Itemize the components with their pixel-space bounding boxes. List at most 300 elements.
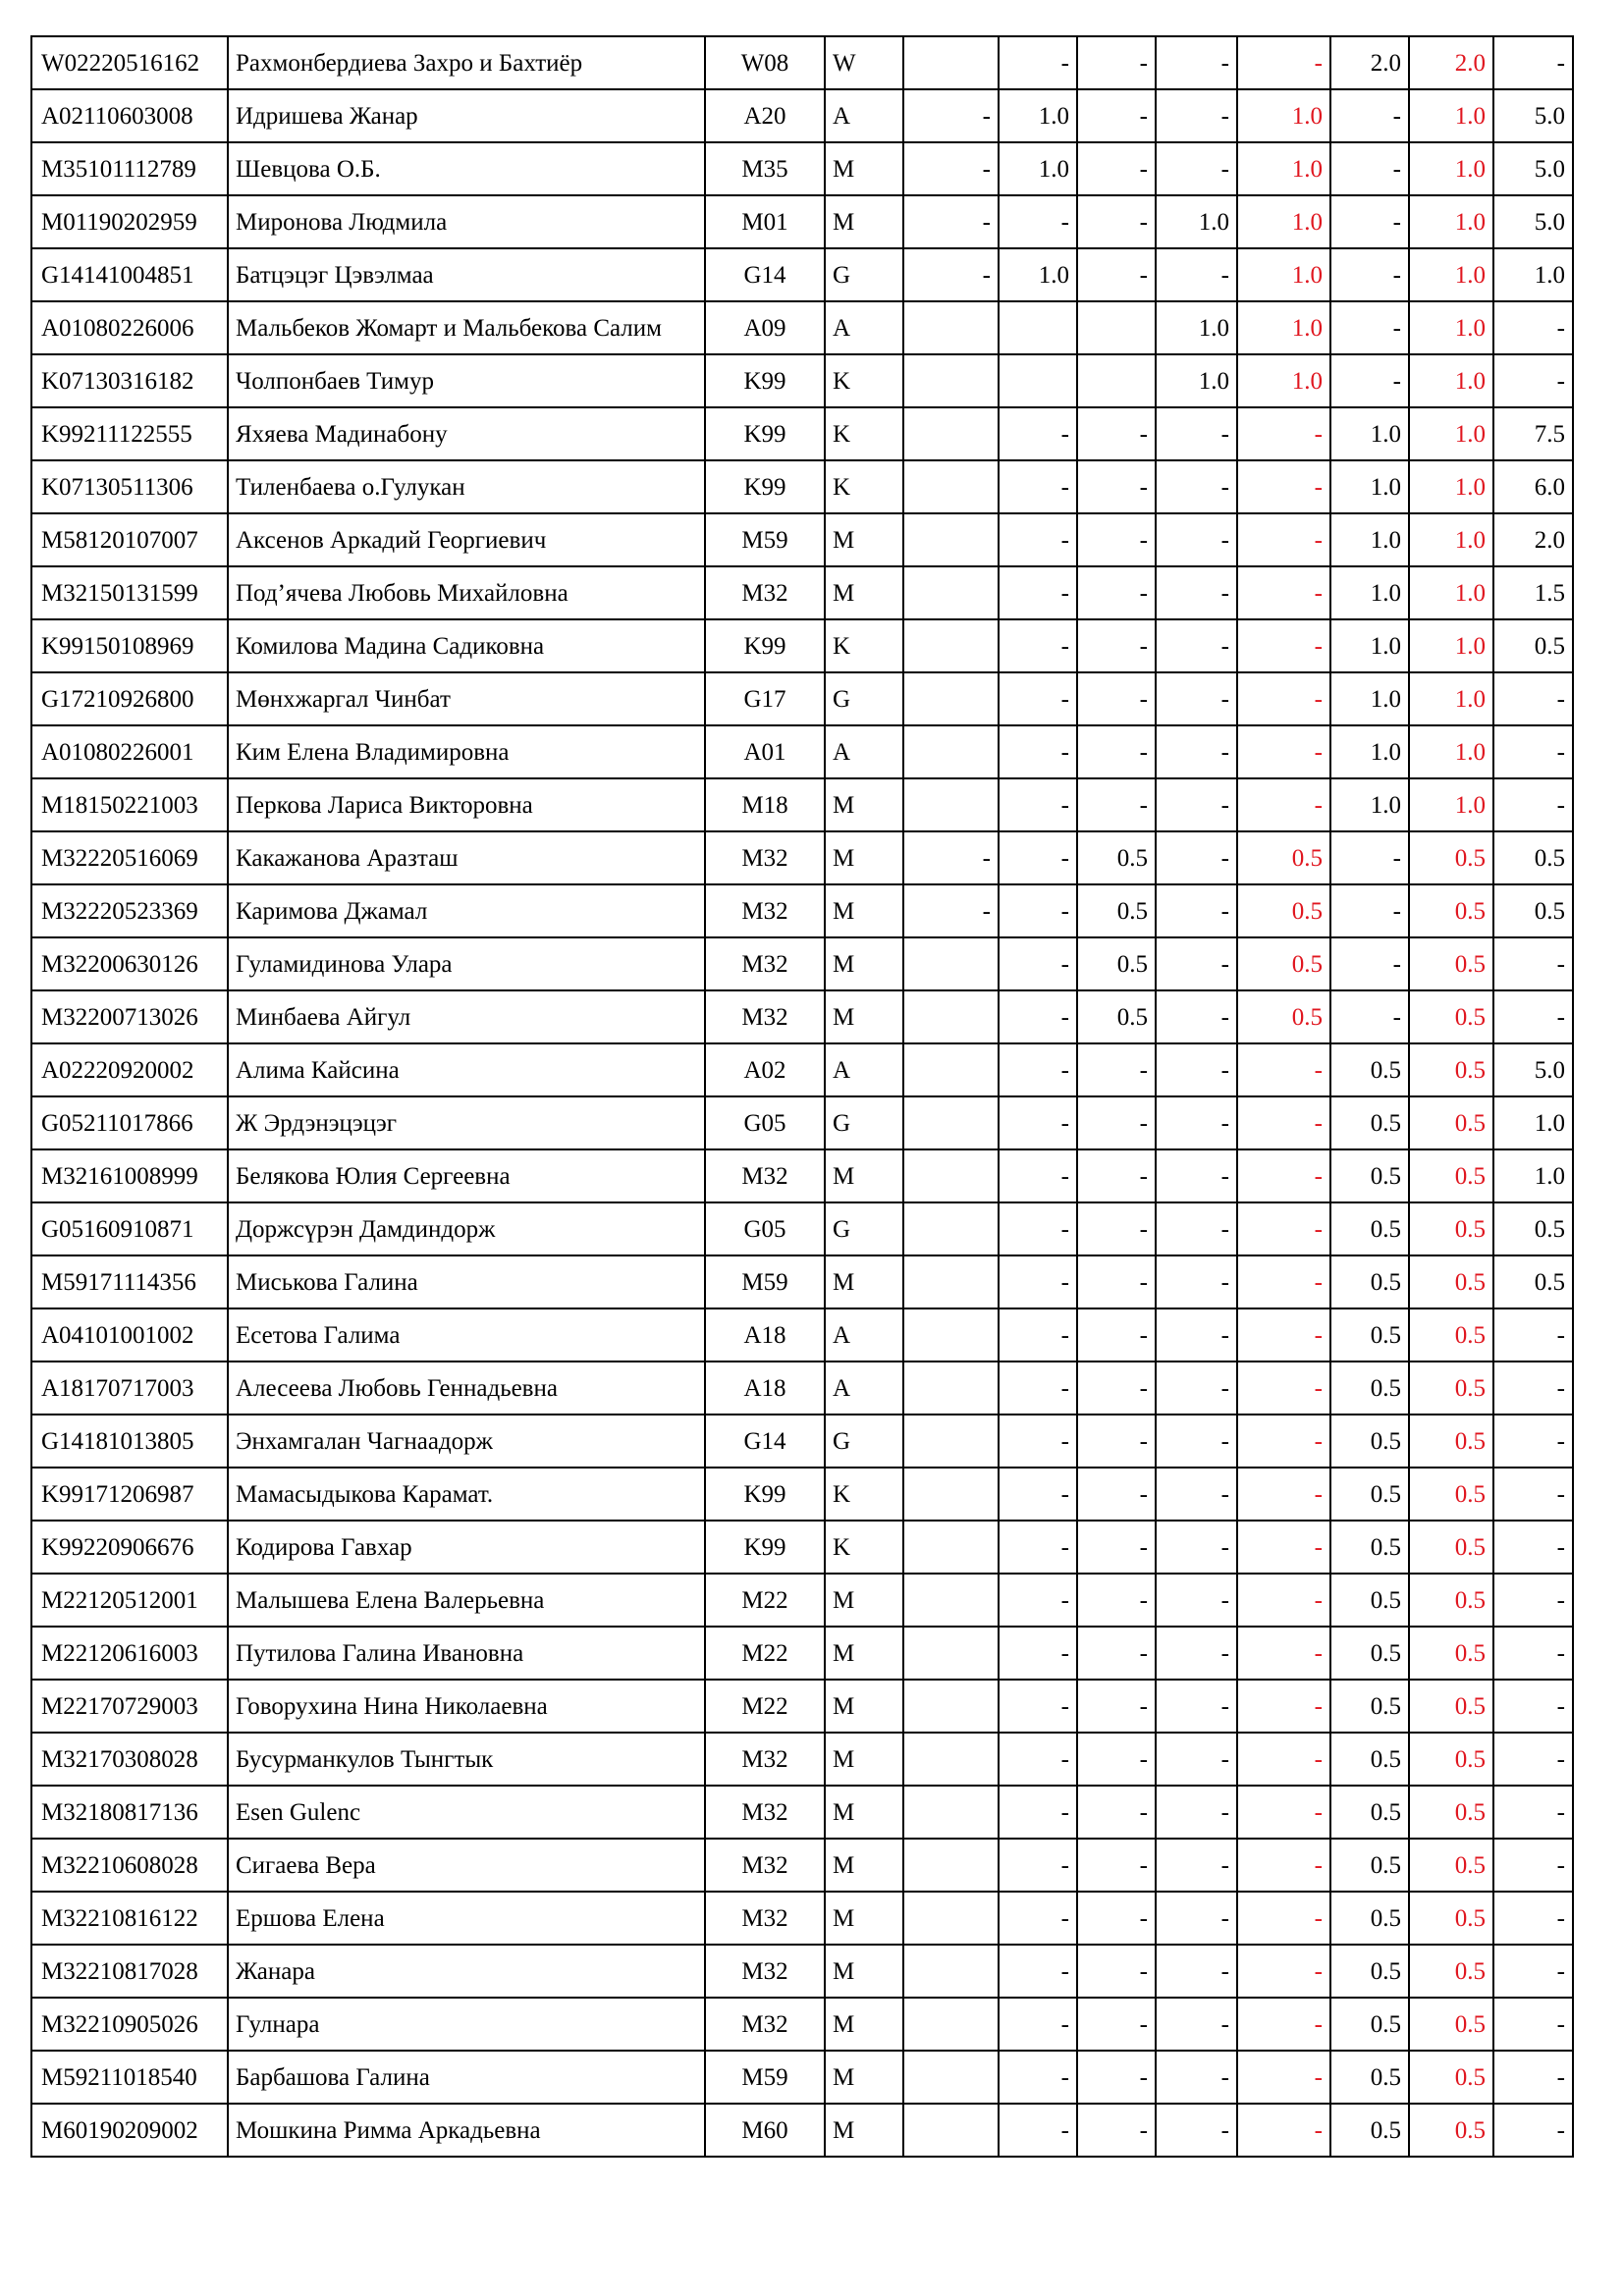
branch-code-cell: M59	[705, 513, 825, 566]
col-c-cell: -	[1077, 1415, 1156, 1468]
col-e-cell: -	[1237, 1998, 1330, 2051]
branch-code-cell: M22	[705, 1627, 825, 1680]
col-g-cell: 1.0	[1493, 1149, 1573, 1202]
col-e-cell: -	[1237, 1415, 1330, 1468]
branch-code-cell: A20	[705, 89, 825, 142]
col-g-cell: -	[1493, 1733, 1573, 1786]
col-d-cell: -	[1156, 672, 1237, 725]
member-id-cell: M59211018540	[31, 2051, 228, 2104]
col-a-cell	[903, 1255, 999, 1308]
region-cell: G	[825, 672, 903, 725]
col-f-cell: 1.0	[1330, 513, 1409, 566]
col-a-cell: -	[903, 195, 999, 248]
col-d-cell: -	[1156, 1839, 1237, 1892]
col-b-cell: -	[999, 1786, 1077, 1839]
col-g-cell: -	[1493, 937, 1573, 990]
col-f-cell: 0.5	[1330, 1892, 1409, 1945]
col-g-cell: -	[1493, 1627, 1573, 1680]
col-e-cell: 0.5	[1237, 937, 1330, 990]
member-id-cell: K99220906676	[31, 1521, 228, 1574]
col-c-cell: -	[1077, 460, 1156, 513]
col-d-cell: -	[1156, 884, 1237, 937]
col-c-cell: -	[1077, 1255, 1156, 1308]
col-c-cell: -	[1077, 1945, 1156, 1998]
member-name-cell: Миронова Людмила	[228, 195, 705, 248]
col-e-cell: -	[1237, 1521, 1330, 1574]
col-e-cell: -	[1237, 1786, 1330, 1839]
col-d-cell: -	[1156, 36, 1237, 89]
branch-code-cell: K99	[705, 460, 825, 513]
member-name-cell: Идришева Жанар	[228, 89, 705, 142]
col-total-cell: 0.5	[1409, 1733, 1493, 1786]
branch-code-cell: M32	[705, 1945, 825, 1998]
col-b-cell: -	[999, 831, 1077, 884]
col-g-cell: 0.5	[1493, 1202, 1573, 1255]
col-f-cell: 0.5	[1330, 1627, 1409, 1680]
col-b-cell: -	[999, 195, 1077, 248]
col-d-cell: -	[1156, 831, 1237, 884]
table-row	[31, 89, 1573, 142]
col-g-cell: -	[1493, 725, 1573, 778]
branch-code-cell: A01	[705, 725, 825, 778]
col-d-cell: 1.0	[1156, 195, 1237, 248]
col-a-cell	[903, 778, 999, 831]
col-e-cell: -	[1237, 513, 1330, 566]
branch-code-cell: M22	[705, 1574, 825, 1627]
col-c-cell: -	[1077, 1733, 1156, 1786]
table-row	[31, 248, 1573, 301]
col-a-cell	[903, 407, 999, 460]
col-g-cell: -	[1493, 301, 1573, 354]
col-e-cell: 0.5	[1237, 831, 1330, 884]
col-d-cell: -	[1156, 990, 1237, 1043]
region-cell: M	[825, 513, 903, 566]
col-d-cell: -	[1156, 1415, 1237, 1468]
col-a-cell	[903, 460, 999, 513]
branch-code-cell: M32	[705, 1733, 825, 1786]
branch-code-cell: K99	[705, 407, 825, 460]
col-c-cell: -	[1077, 1149, 1156, 1202]
region-cell: M	[825, 1786, 903, 1839]
col-b-cell	[999, 354, 1077, 407]
col-g-cell: -	[1493, 1892, 1573, 1945]
table-row	[31, 1202, 1573, 1255]
col-e-cell: -	[1237, 1255, 1330, 1308]
col-a-cell	[903, 1786, 999, 1839]
col-b-cell: -	[999, 1680, 1077, 1733]
branch-code-cell: W08	[705, 36, 825, 89]
member-id-cell: G14181013805	[31, 1415, 228, 1468]
branch-code-cell: M32	[705, 990, 825, 1043]
table-row	[31, 142, 1573, 195]
col-total-cell: 1.0	[1409, 301, 1493, 354]
table-row	[31, 2104, 1573, 2157]
col-c-cell: -	[1077, 513, 1156, 566]
member-name-cell: Ж Эрдэнэцэцэг	[228, 1096, 705, 1149]
col-g-cell: -	[1493, 1945, 1573, 1998]
member-id-cell: A02110603008	[31, 89, 228, 142]
col-f-cell: -	[1330, 248, 1409, 301]
member-name-cell: Доржсүрэн Дамдиндорж	[228, 1202, 705, 1255]
branch-code-cell: M35	[705, 142, 825, 195]
table-row	[31, 1786, 1573, 1839]
col-total-cell: 0.5	[1409, 1892, 1493, 1945]
region-cell: A	[825, 301, 903, 354]
col-e-cell: -	[1237, 778, 1330, 831]
col-a-cell: -	[903, 142, 999, 195]
col-total-cell: 2.0	[1409, 36, 1493, 89]
table-row	[31, 1096, 1573, 1149]
member-id-cell: M32210817028	[31, 1945, 228, 1998]
col-g-cell: 1.0	[1493, 1096, 1573, 1149]
col-c-cell: -	[1077, 1202, 1156, 1255]
region-cell: M	[825, 1574, 903, 1627]
col-total-cell: 0.5	[1409, 884, 1493, 937]
region-cell: A	[825, 89, 903, 142]
col-f-cell: 0.5	[1330, 1839, 1409, 1892]
col-c-cell: -	[1077, 1680, 1156, 1733]
col-total-cell: 1.0	[1409, 672, 1493, 725]
col-g-cell: 0.5	[1493, 1255, 1573, 1308]
col-e-cell: 1.0	[1237, 142, 1330, 195]
member-id-cell: A01080226001	[31, 725, 228, 778]
col-g-cell: -	[1493, 1574, 1573, 1627]
branch-code-cell: M60	[705, 2104, 825, 2157]
col-e-cell: -	[1237, 619, 1330, 672]
branch-code-cell: M32	[705, 1998, 825, 2051]
member-name-cell: Яхяева Мадинабону	[228, 407, 705, 460]
col-f-cell: -	[1330, 990, 1409, 1043]
col-a-cell: -	[903, 248, 999, 301]
col-g-cell: -	[1493, 672, 1573, 725]
col-a-cell	[903, 725, 999, 778]
col-a-cell	[903, 1308, 999, 1362]
branch-code-cell: M32	[705, 1839, 825, 1892]
col-c-cell: -	[1077, 36, 1156, 89]
col-g-cell: -	[1493, 1521, 1573, 1574]
col-g-cell: -	[1493, 1786, 1573, 1839]
member-name-cell: Какажанова Аразташ	[228, 831, 705, 884]
col-b-cell: -	[999, 2051, 1077, 2104]
region-cell: A	[825, 1362, 903, 1415]
col-total-cell: 0.5	[1409, 1255, 1493, 1308]
member-id-cell: M58120107007	[31, 513, 228, 566]
col-b-cell: -	[999, 778, 1077, 831]
region-cell: G	[825, 1096, 903, 1149]
col-a-cell	[903, 672, 999, 725]
col-c-cell: -	[1077, 1362, 1156, 1415]
col-b-cell: -	[999, 725, 1077, 778]
member-name-cell: Esen Gulenc	[228, 1786, 705, 1839]
col-a-cell	[903, 937, 999, 990]
member-id-cell: M32220523369	[31, 884, 228, 937]
col-d-cell: -	[1156, 1362, 1237, 1415]
col-b-cell: -	[999, 1255, 1077, 1308]
member-name-cell: Сигаева Вера	[228, 1839, 705, 1892]
member-name-cell: Алима Кайсина	[228, 1043, 705, 1096]
col-g-cell: -	[1493, 1362, 1573, 1415]
member-name-cell: Под’ячева Любовь Михайловна	[228, 566, 705, 619]
col-d-cell: -	[1156, 778, 1237, 831]
col-b-cell: -	[999, 1521, 1077, 1574]
table-row	[31, 1468, 1573, 1521]
col-d-cell: -	[1156, 1255, 1237, 1308]
col-e-cell: 0.5	[1237, 990, 1330, 1043]
col-d-cell: -	[1156, 460, 1237, 513]
col-b-cell: -	[999, 1043, 1077, 1096]
region-cell: K	[825, 407, 903, 460]
col-total-cell: 0.5	[1409, 2104, 1493, 2157]
col-g-cell: 5.0	[1493, 195, 1573, 248]
branch-code-cell: G05	[705, 1202, 825, 1255]
col-a-cell	[903, 1362, 999, 1415]
table-row	[31, 1149, 1573, 1202]
member-name-cell: Гулнара	[228, 1998, 705, 2051]
col-g-cell: 0.5	[1493, 619, 1573, 672]
member-id-cell: M22170729003	[31, 1680, 228, 1733]
col-f-cell: -	[1330, 884, 1409, 937]
col-c-cell: -	[1077, 1627, 1156, 1680]
col-f-cell: -	[1330, 195, 1409, 248]
col-total-cell: 1.0	[1409, 407, 1493, 460]
col-f-cell: -	[1330, 89, 1409, 142]
region-cell: M	[825, 831, 903, 884]
col-e-cell: 1.0	[1237, 354, 1330, 407]
table-row	[31, 884, 1573, 937]
col-a-cell	[903, 1521, 999, 1574]
col-f-cell: 0.5	[1330, 1468, 1409, 1521]
region-cell: G	[825, 1415, 903, 1468]
col-total-cell: 0.5	[1409, 1308, 1493, 1362]
member-id-cell: M22120616003	[31, 1627, 228, 1680]
col-a-cell	[903, 2104, 999, 2157]
col-b-cell: -	[999, 884, 1077, 937]
col-g-cell: -	[1493, 2104, 1573, 2157]
col-g-cell: -	[1493, 990, 1573, 1043]
table-row	[31, 725, 1573, 778]
col-total-cell: 0.5	[1409, 1415, 1493, 1468]
col-b-cell: -	[999, 1998, 1077, 2051]
col-f-cell: 1.0	[1330, 672, 1409, 725]
member-id-cell: G17210926800	[31, 672, 228, 725]
col-g-cell: -	[1493, 1998, 1573, 2051]
col-a-cell	[903, 1627, 999, 1680]
col-a-cell	[903, 513, 999, 566]
col-a-cell	[903, 1680, 999, 1733]
col-d-cell: -	[1156, 1574, 1237, 1627]
col-d-cell: -	[1156, 2104, 1237, 2157]
col-f-cell: -	[1330, 301, 1409, 354]
col-d-cell: -	[1156, 566, 1237, 619]
member-name-cell: Барбашова Галина	[228, 2051, 705, 2104]
member-name-cell: Алесеева Любовь Геннадьевна	[228, 1362, 705, 1415]
col-d-cell: -	[1156, 407, 1237, 460]
col-c-cell: -	[1077, 1096, 1156, 1149]
col-e-cell: -	[1237, 1043, 1330, 1096]
table-row	[31, 407, 1573, 460]
col-d-cell: -	[1156, 725, 1237, 778]
col-b-cell	[999, 301, 1077, 354]
region-cell: M	[825, 1839, 903, 1892]
col-c-cell: -	[1077, 2051, 1156, 2104]
col-c-cell: -	[1077, 566, 1156, 619]
region-cell: M	[825, 884, 903, 937]
col-a-cell	[903, 1202, 999, 1255]
member-id-cell: M32210816122	[31, 1892, 228, 1945]
member-id-cell: M59171114356	[31, 1255, 228, 1308]
table-row	[31, 1043, 1573, 1096]
col-d-cell: -	[1156, 89, 1237, 142]
col-e-cell: 0.5	[1237, 884, 1330, 937]
col-e-cell: -	[1237, 1627, 1330, 1680]
col-c-cell: -	[1077, 248, 1156, 301]
col-d-cell: -	[1156, 1627, 1237, 1680]
region-cell: M	[825, 142, 903, 195]
col-c-cell: -	[1077, 1839, 1156, 1892]
data-table	[30, 35, 1574, 2158]
col-a-cell	[903, 1468, 999, 1521]
col-c-cell: -	[1077, 725, 1156, 778]
col-c-cell: -	[1077, 619, 1156, 672]
col-a-cell: -	[903, 884, 999, 937]
col-g-cell: -	[1493, 1308, 1573, 1362]
branch-code-cell: M59	[705, 2051, 825, 2104]
table-row	[31, 566, 1573, 619]
col-a-cell	[903, 2051, 999, 2104]
col-c-cell: -	[1077, 2104, 1156, 2157]
member-name-cell: Энхамгалан Чагнаадорж	[228, 1415, 705, 1468]
col-b-cell: -	[999, 672, 1077, 725]
col-f-cell: 0.5	[1330, 1149, 1409, 1202]
member-id-cell: M32150131599	[31, 566, 228, 619]
col-g-cell: -	[1493, 778, 1573, 831]
col-total-cell: 0.5	[1409, 1839, 1493, 1892]
col-e-cell: -	[1237, 1839, 1330, 1892]
region-cell: M	[825, 1255, 903, 1308]
col-f-cell: 0.5	[1330, 1680, 1409, 1733]
branch-code-cell: M32	[705, 831, 825, 884]
col-g-cell: -	[1493, 1839, 1573, 1892]
branch-code-cell: M01	[705, 195, 825, 248]
table-row	[31, 195, 1573, 248]
col-b-cell: -	[999, 1574, 1077, 1627]
col-e-cell: 1.0	[1237, 195, 1330, 248]
col-total-cell: 0.5	[1409, 2051, 1493, 2104]
branch-code-cell: A18	[705, 1308, 825, 1362]
member-name-cell: Комилова Мадина Садиковна	[228, 619, 705, 672]
member-id-cell: K99171206987	[31, 1468, 228, 1521]
col-d-cell: -	[1156, 1680, 1237, 1733]
col-c-cell: -	[1077, 1998, 1156, 2051]
member-id-cell: M22120512001	[31, 1574, 228, 1627]
col-d-cell: -	[1156, 1149, 1237, 1202]
col-f-cell: 1.0	[1330, 619, 1409, 672]
member-name-cell: Рахмонбердиева Захро и Бахтиёр	[228, 36, 705, 89]
col-b-cell: 1.0	[999, 248, 1077, 301]
col-g-cell: -	[1493, 2051, 1573, 2104]
col-d-cell: 1.0	[1156, 301, 1237, 354]
col-b-cell: -	[999, 1362, 1077, 1415]
col-a-cell	[903, 36, 999, 89]
member-name-cell: Мальбеков Жомарт и Мальбекова Салим	[228, 301, 705, 354]
col-d-cell: -	[1156, 1521, 1237, 1574]
col-b-cell: -	[999, 407, 1077, 460]
member-name-cell: Есетова Галима	[228, 1308, 705, 1362]
member-id-cell: A02220920002	[31, 1043, 228, 1096]
region-cell: K	[825, 1468, 903, 1521]
col-total-cell: 1.0	[1409, 513, 1493, 566]
col-c-cell: -	[1077, 1043, 1156, 1096]
col-total-cell: 0.5	[1409, 1786, 1493, 1839]
col-c-cell	[1077, 354, 1156, 407]
table-row	[31, 1733, 1573, 1786]
member-name-cell: Мошкина Римма Аркадьевна	[228, 2104, 705, 2157]
col-f-cell: 0.5	[1330, 2051, 1409, 2104]
member-id-cell: M60190209002	[31, 2104, 228, 2157]
col-d-cell: -	[1156, 1202, 1237, 1255]
region-cell: K	[825, 354, 903, 407]
col-e-cell: -	[1237, 725, 1330, 778]
region-cell: M	[825, 566, 903, 619]
member-name-cell: Перкова Лариса Викторовна	[228, 778, 705, 831]
col-c-cell: -	[1077, 142, 1156, 195]
region-cell: M	[825, 2104, 903, 2157]
col-e-cell: -	[1237, 460, 1330, 513]
col-f-cell: 1.0	[1330, 566, 1409, 619]
col-total-cell: 0.5	[1409, 990, 1493, 1043]
branch-code-cell: M32	[705, 1786, 825, 1839]
col-d-cell: -	[1156, 1096, 1237, 1149]
member-name-cell: Чолпонбаев Тимур	[228, 354, 705, 407]
member-id-cell: G05211017866	[31, 1096, 228, 1149]
member-name-cell: Бусурманкулов Тынгтык	[228, 1733, 705, 1786]
table-row	[31, 1255, 1573, 1308]
col-f-cell: 0.5	[1330, 1998, 1409, 2051]
branch-code-cell: A09	[705, 301, 825, 354]
member-name-cell: Ким Елена Владимировна	[228, 725, 705, 778]
col-d-cell: -	[1156, 2051, 1237, 2104]
col-total-cell: 1.0	[1409, 89, 1493, 142]
region-cell: M	[825, 2051, 903, 2104]
col-total-cell: 1.0	[1409, 195, 1493, 248]
region-cell: A	[825, 1308, 903, 1362]
col-a-cell	[903, 1149, 999, 1202]
table-row	[31, 1998, 1573, 2051]
col-b-cell: -	[999, 566, 1077, 619]
col-c-cell: -	[1077, 1892, 1156, 1945]
col-total-cell: 1.0	[1409, 248, 1493, 301]
col-f-cell: 0.5	[1330, 1202, 1409, 1255]
col-f-cell: 0.5	[1330, 1521, 1409, 1574]
table-row	[31, 301, 1573, 354]
table-body	[31, 36, 1573, 2157]
member-name-cell: Белякова Юлия Сергеевна	[228, 1149, 705, 1202]
col-g-cell: 5.0	[1493, 1043, 1573, 1096]
col-e-cell: -	[1237, 407, 1330, 460]
col-f-cell: 0.5	[1330, 1415, 1409, 1468]
branch-code-cell: M18	[705, 778, 825, 831]
col-f-cell: -	[1330, 831, 1409, 884]
col-e-cell: -	[1237, 1362, 1330, 1415]
branch-code-cell: A18	[705, 1362, 825, 1415]
col-e-cell: -	[1237, 1733, 1330, 1786]
table-row	[31, 672, 1573, 725]
member-id-cell: M32210905026	[31, 1998, 228, 2051]
branch-code-cell: G14	[705, 1415, 825, 1468]
table-row	[31, 1521, 1573, 1574]
col-g-cell: -	[1493, 354, 1573, 407]
col-e-cell: 1.0	[1237, 248, 1330, 301]
